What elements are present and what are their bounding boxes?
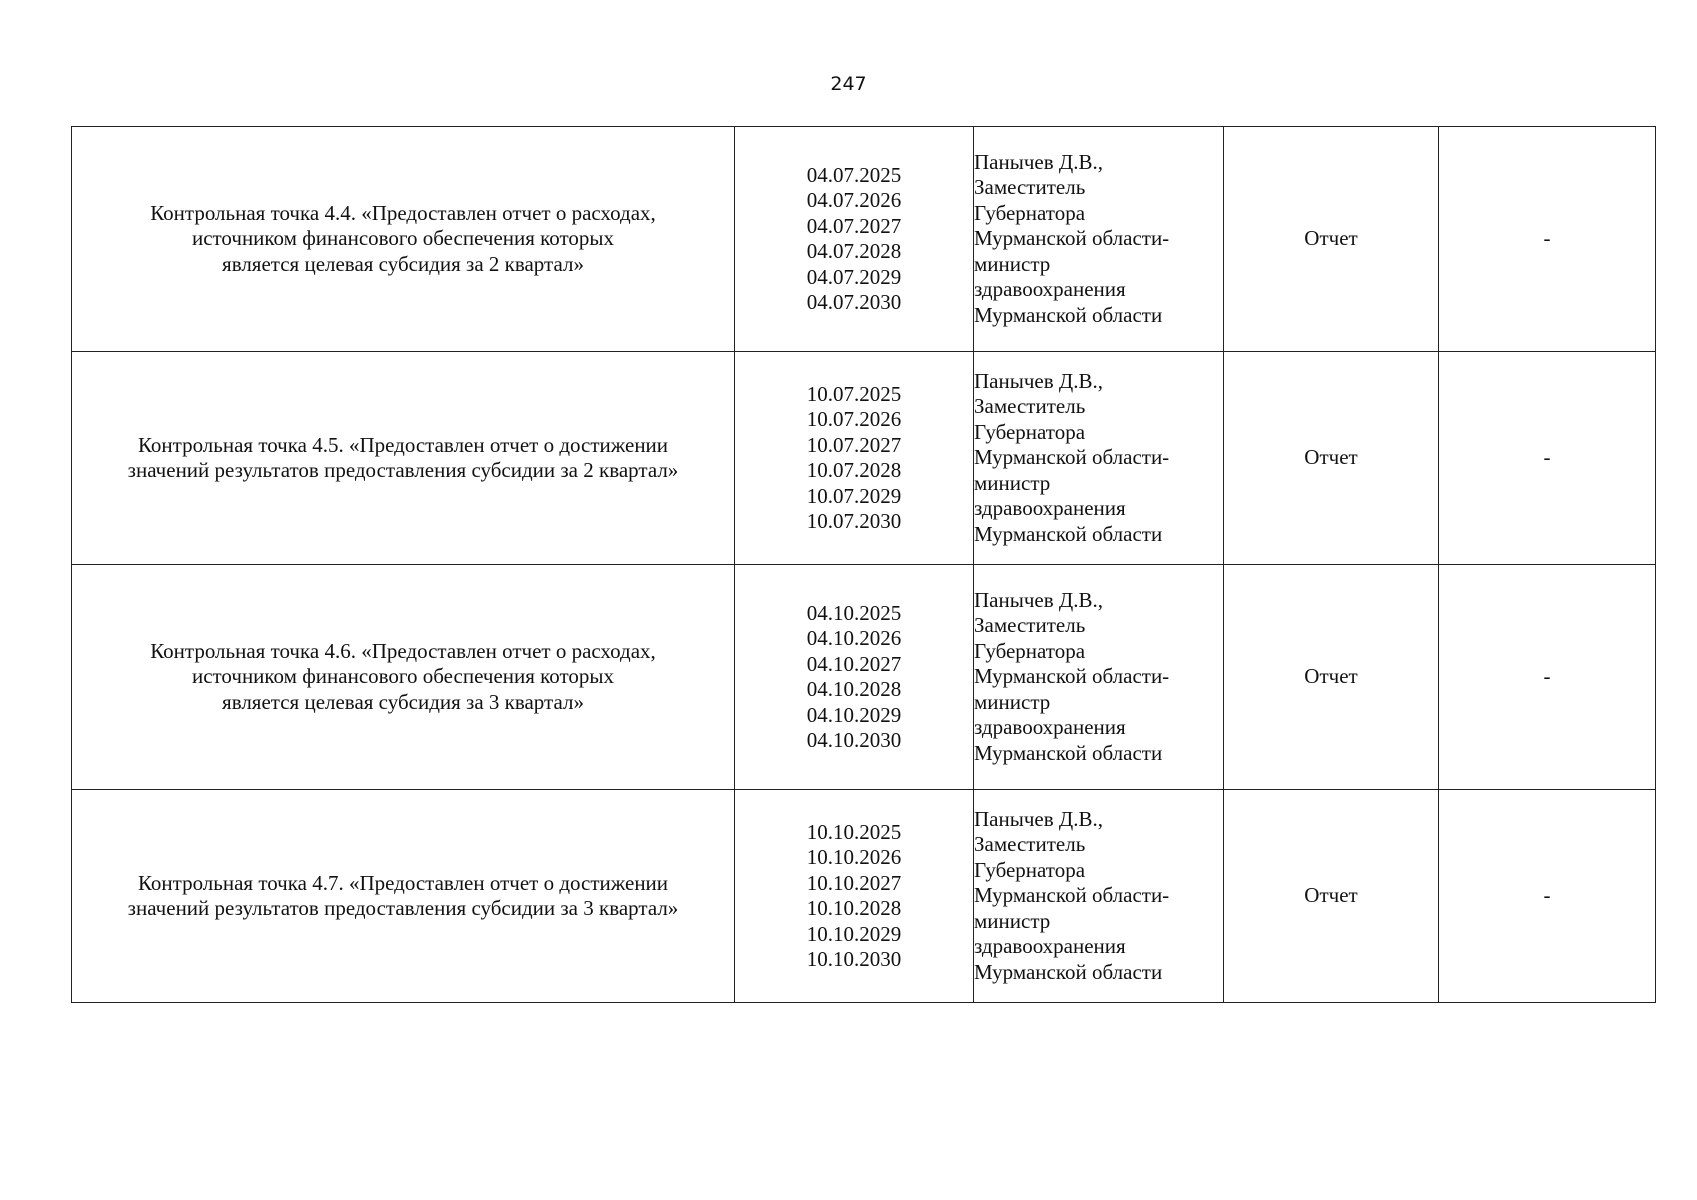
responsible-line: здравоохранения xyxy=(974,496,1126,521)
deadline-date: 10.10.2028 xyxy=(806,896,902,920)
control-point-name-line: является целевая субсидия за 3 квартал» xyxy=(222,689,584,714)
responsible-line: Заместитель xyxy=(974,175,1086,200)
responsible-line: Панычев Д.В., xyxy=(974,587,1103,612)
document-type-cell: Отчет xyxy=(1224,352,1439,565)
responsible-line: Мурманской области- xyxy=(974,664,1170,689)
responsible-line: министр xyxy=(974,689,1051,714)
responsible-line: Мурманской области- xyxy=(974,883,1170,908)
deadline-date: 04.10.2026 xyxy=(806,626,902,650)
document-type-cell: Отчет xyxy=(1224,790,1439,1003)
control-point-name-line: Контрольная точка 4.6. «Предоставлен отчет о расходах, xyxy=(150,638,656,663)
deadline-date: 04.10.2030 xyxy=(806,728,902,752)
control-point-name-line: Контрольная точка 4.5. «Предоставлен отчет о достижении xyxy=(137,432,669,457)
responsible-line: Мурманской области xyxy=(974,302,1163,327)
note-cell: - xyxy=(1439,127,1656,352)
control-point-name-line: значений результатов предоставления субсидии за 2 квартал» xyxy=(127,458,679,482)
deadline-date: 04.07.2030 xyxy=(806,290,902,314)
responsible-line: министр xyxy=(974,908,1051,933)
responsible-line: Заместитель xyxy=(974,613,1086,638)
control-point-name-cell xyxy=(72,790,735,1003)
responsible-line: здравоохранения xyxy=(974,277,1126,302)
responsible-line: Губернатора xyxy=(974,200,1086,225)
responsible-line: Губернатора xyxy=(974,419,1086,444)
document-type-cell: Отчет xyxy=(1224,565,1439,790)
deadline-date: 10.10.2029 xyxy=(806,921,902,946)
responsible-line: Мурманской области- xyxy=(974,226,1170,251)
responsible-line: Мурманской области xyxy=(974,521,1163,546)
note-cell: - xyxy=(1439,565,1656,790)
control-point-name-cell xyxy=(72,565,735,790)
deadline-date: 04.07.2028 xyxy=(806,239,902,263)
deadline-date: 04.07.2027 xyxy=(806,213,902,238)
responsible-line: Губернатора xyxy=(974,857,1086,882)
control-point-name-line: Контрольная точка 4.7. «Предоставлен отчет о достижении xyxy=(137,870,669,895)
control-point-name-line: источником финансового обеспечения которых xyxy=(191,226,615,251)
control-point-name-cell xyxy=(72,352,735,565)
responsible-line: Панычев Д.В., xyxy=(974,368,1103,393)
deadline-date: 10.07.2029 xyxy=(806,483,902,508)
deadline-date: 10.10.2027 xyxy=(806,870,902,895)
table-row xyxy=(72,565,1656,790)
responsible-line: здравоохранения xyxy=(974,715,1126,740)
control-point-name-line: Контрольная точка 4.4. «Предоставлен отчет о расходах, xyxy=(150,200,656,225)
responsible-line: министр xyxy=(974,251,1051,276)
deadline-date: 10.07.2025 xyxy=(806,381,902,406)
deadline-date: 04.07.2025 xyxy=(806,162,902,187)
document-type-cell: Отчет xyxy=(1224,127,1439,352)
deadline-date: 04.10.2028 xyxy=(806,677,902,701)
responsible-person-cell xyxy=(974,565,1224,790)
responsible-line: Панычев Д.В., xyxy=(974,149,1103,174)
deadline-date: 10.10.2030 xyxy=(806,947,902,971)
deadline-dates-cell xyxy=(735,565,974,790)
responsible-line: Мурманской области xyxy=(974,959,1163,984)
table-row xyxy=(72,127,1656,352)
control-point-name-line: является целевая субсидия за 2 квартал» xyxy=(222,251,584,276)
control-point-name-line: значений результатов предоставления субсидии за 3 квартал» xyxy=(127,896,679,920)
responsible-line: Мурманской области- xyxy=(974,445,1170,470)
table-row xyxy=(72,352,1656,565)
responsible-person-cell xyxy=(974,790,1224,1003)
responsible-line: министр xyxy=(974,470,1051,495)
deadline-date: 10.10.2026 xyxy=(806,845,902,869)
responsible-line: Мурманской области xyxy=(974,740,1163,765)
deadline-date: 10.07.2026 xyxy=(806,407,902,431)
deadline-dates-cell xyxy=(735,790,974,1003)
deadline-date: 04.10.2025 xyxy=(806,600,902,625)
deadline-dates-cell xyxy=(735,352,974,565)
control-points-table xyxy=(71,126,1656,1003)
responsible-person-cell xyxy=(974,352,1224,565)
deadline-dates-cell xyxy=(735,127,974,352)
deadline-date: 04.10.2029 xyxy=(806,702,902,727)
control-point-name-line: источником финансового обеспечения которых xyxy=(191,664,615,689)
deadline-date: 10.07.2030 xyxy=(806,509,902,533)
responsible-line: здравоохранения xyxy=(974,934,1126,959)
responsible-line: Губернатора xyxy=(974,638,1086,663)
responsible-line: Заместитель xyxy=(974,832,1086,857)
note-cell: - xyxy=(1439,352,1656,565)
table-row xyxy=(72,790,1656,1003)
deadline-date: 10.07.2028 xyxy=(806,458,902,482)
deadline-date: 10.10.2025 xyxy=(806,819,902,844)
deadline-date: 10.07.2027 xyxy=(806,432,902,457)
responsible-line: Панычев Д.В., xyxy=(974,806,1103,831)
deadline-date: 04.07.2026 xyxy=(806,188,902,212)
page-number: 247 xyxy=(830,73,867,95)
note-cell: - xyxy=(1439,790,1656,1003)
deadline-date: 04.07.2029 xyxy=(806,264,902,289)
responsible-line: Заместитель xyxy=(974,394,1086,419)
deadline-date: 04.10.2027 xyxy=(806,651,902,676)
responsible-person-cell xyxy=(974,127,1224,352)
control-point-name-cell xyxy=(72,127,735,352)
